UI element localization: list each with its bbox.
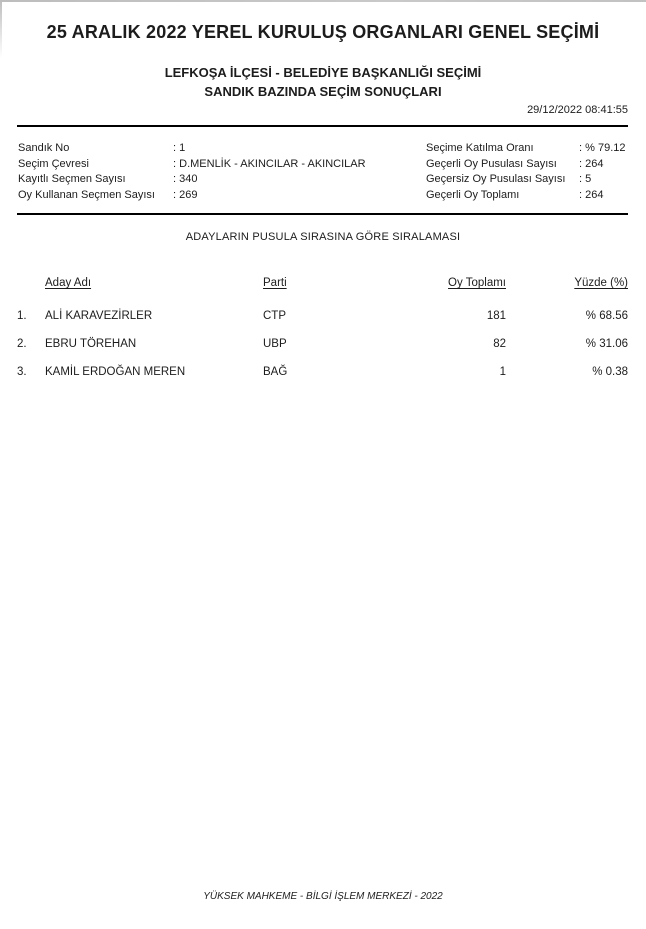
info-value: : 5 [579, 173, 591, 185]
header-party: Parti [263, 277, 287, 289]
candidate-name: ALİ KARAVEZİRLER [45, 310, 153, 322]
info-label: Kayıtlı Seçmen Sayısı [18, 173, 126, 186]
report-subtitle-scope: SANDIK BAZINDA SEÇİM SONUÇLARI [204, 84, 442, 99]
info-value: : D.MENLİK - AKINCILAR - AKINCILAR [173, 158, 366, 170]
info-value: : 340 [173, 173, 197, 185]
info-value: : 1 [173, 142, 185, 154]
vote-percent: % 0.38 [592, 366, 628, 378]
table-row [17, 310, 628, 322]
footer-credit: YÜKSEK MAHKEME - BİLGİ İŞLEM MERKEZİ - 2022 [203, 891, 443, 902]
info-label: Geçerli Oy Pusulası Sayısı [426, 157, 557, 170]
party-code: CTP [263, 310, 286, 322]
header-spacer [17, 277, 45, 289]
vote-total: 181 [486, 310, 506, 322]
header-vote-total: Oy Toplamı [448, 277, 506, 289]
header-percent: Yüzde (%) [574, 277, 628, 289]
results-table-header [17, 277, 628, 289]
vote-total: 1 [499, 366, 506, 378]
report-timestamp: 29/12/2022 08:41:55 [527, 104, 628, 116]
info-value: : % 79.12 [579, 142, 626, 154]
vote-percent: % 31.06 [585, 338, 628, 350]
divider-info-bottom [17, 213, 628, 215]
info-block-left [18, 141, 366, 203]
table-row [17, 338, 628, 350]
party-code: UBP [263, 338, 287, 350]
info-label: Geçersiz Oy Pusulası Sayısı [426, 173, 566, 186]
info-row-gecersiz-pusula [426, 172, 626, 188]
info-row-katilma-orani [426, 141, 626, 157]
info-value: : 264 [579, 189, 603, 201]
row-number: 3. [17, 366, 27, 378]
info-label: Seçime Katılma Oranı [426, 142, 534, 154]
info-row-secim-cevresi [18, 157, 366, 173]
row-number: 1. [17, 310, 27, 322]
info-row-kayitli-secmen [18, 172, 366, 188]
results-section-title: ADAYLARIN PUSULA SIRASINA GÖRE SIRALAMASI [185, 231, 461, 243]
candidate-name: EBRU TÖREHAN [45, 338, 137, 350]
report-title: 25 ARALIK 2022 YEREL KURULUŞ ORGANLARI GENEL SEÇİMİ [46, 22, 600, 42]
info-value: : 264 [579, 158, 603, 170]
party-code: BAĞ [263, 366, 288, 378]
info-value: : 269 [173, 189, 197, 201]
divider-top [17, 125, 628, 127]
vote-percent: % 68.56 [585, 310, 628, 322]
candidate-name: KAMİL ERDOĞAN MEREN [45, 366, 186, 378]
vote-total: 82 [493, 338, 506, 350]
info-row-gecerli-pusula [426, 157, 626, 173]
info-label: Sandık No [18, 142, 70, 154]
info-label: Seçim Çevresi [18, 157, 89, 170]
info-row-gecerli-toplam [426, 188, 626, 204]
report-subtitle-district: LEFKOŞA İLÇESİ - BELEDİYE BAŞKANLIĞI SEÇİMİ [164, 65, 482, 80]
info-row-oy-kullanan [18, 188, 366, 204]
info-block-right [426, 141, 626, 203]
table-row [17, 366, 628, 378]
info-label: Geçerli Oy Toplamı [426, 188, 520, 201]
info-row-sandik-no [18, 141, 366, 157]
scan-edge-top [0, 0, 646, 2]
row-number: 2. [17, 338, 27, 350]
header-candidate-name: Aday Adı [45, 277, 92, 289]
info-label: Oy Kullanan Seçmen Sayısı [18, 188, 155, 201]
